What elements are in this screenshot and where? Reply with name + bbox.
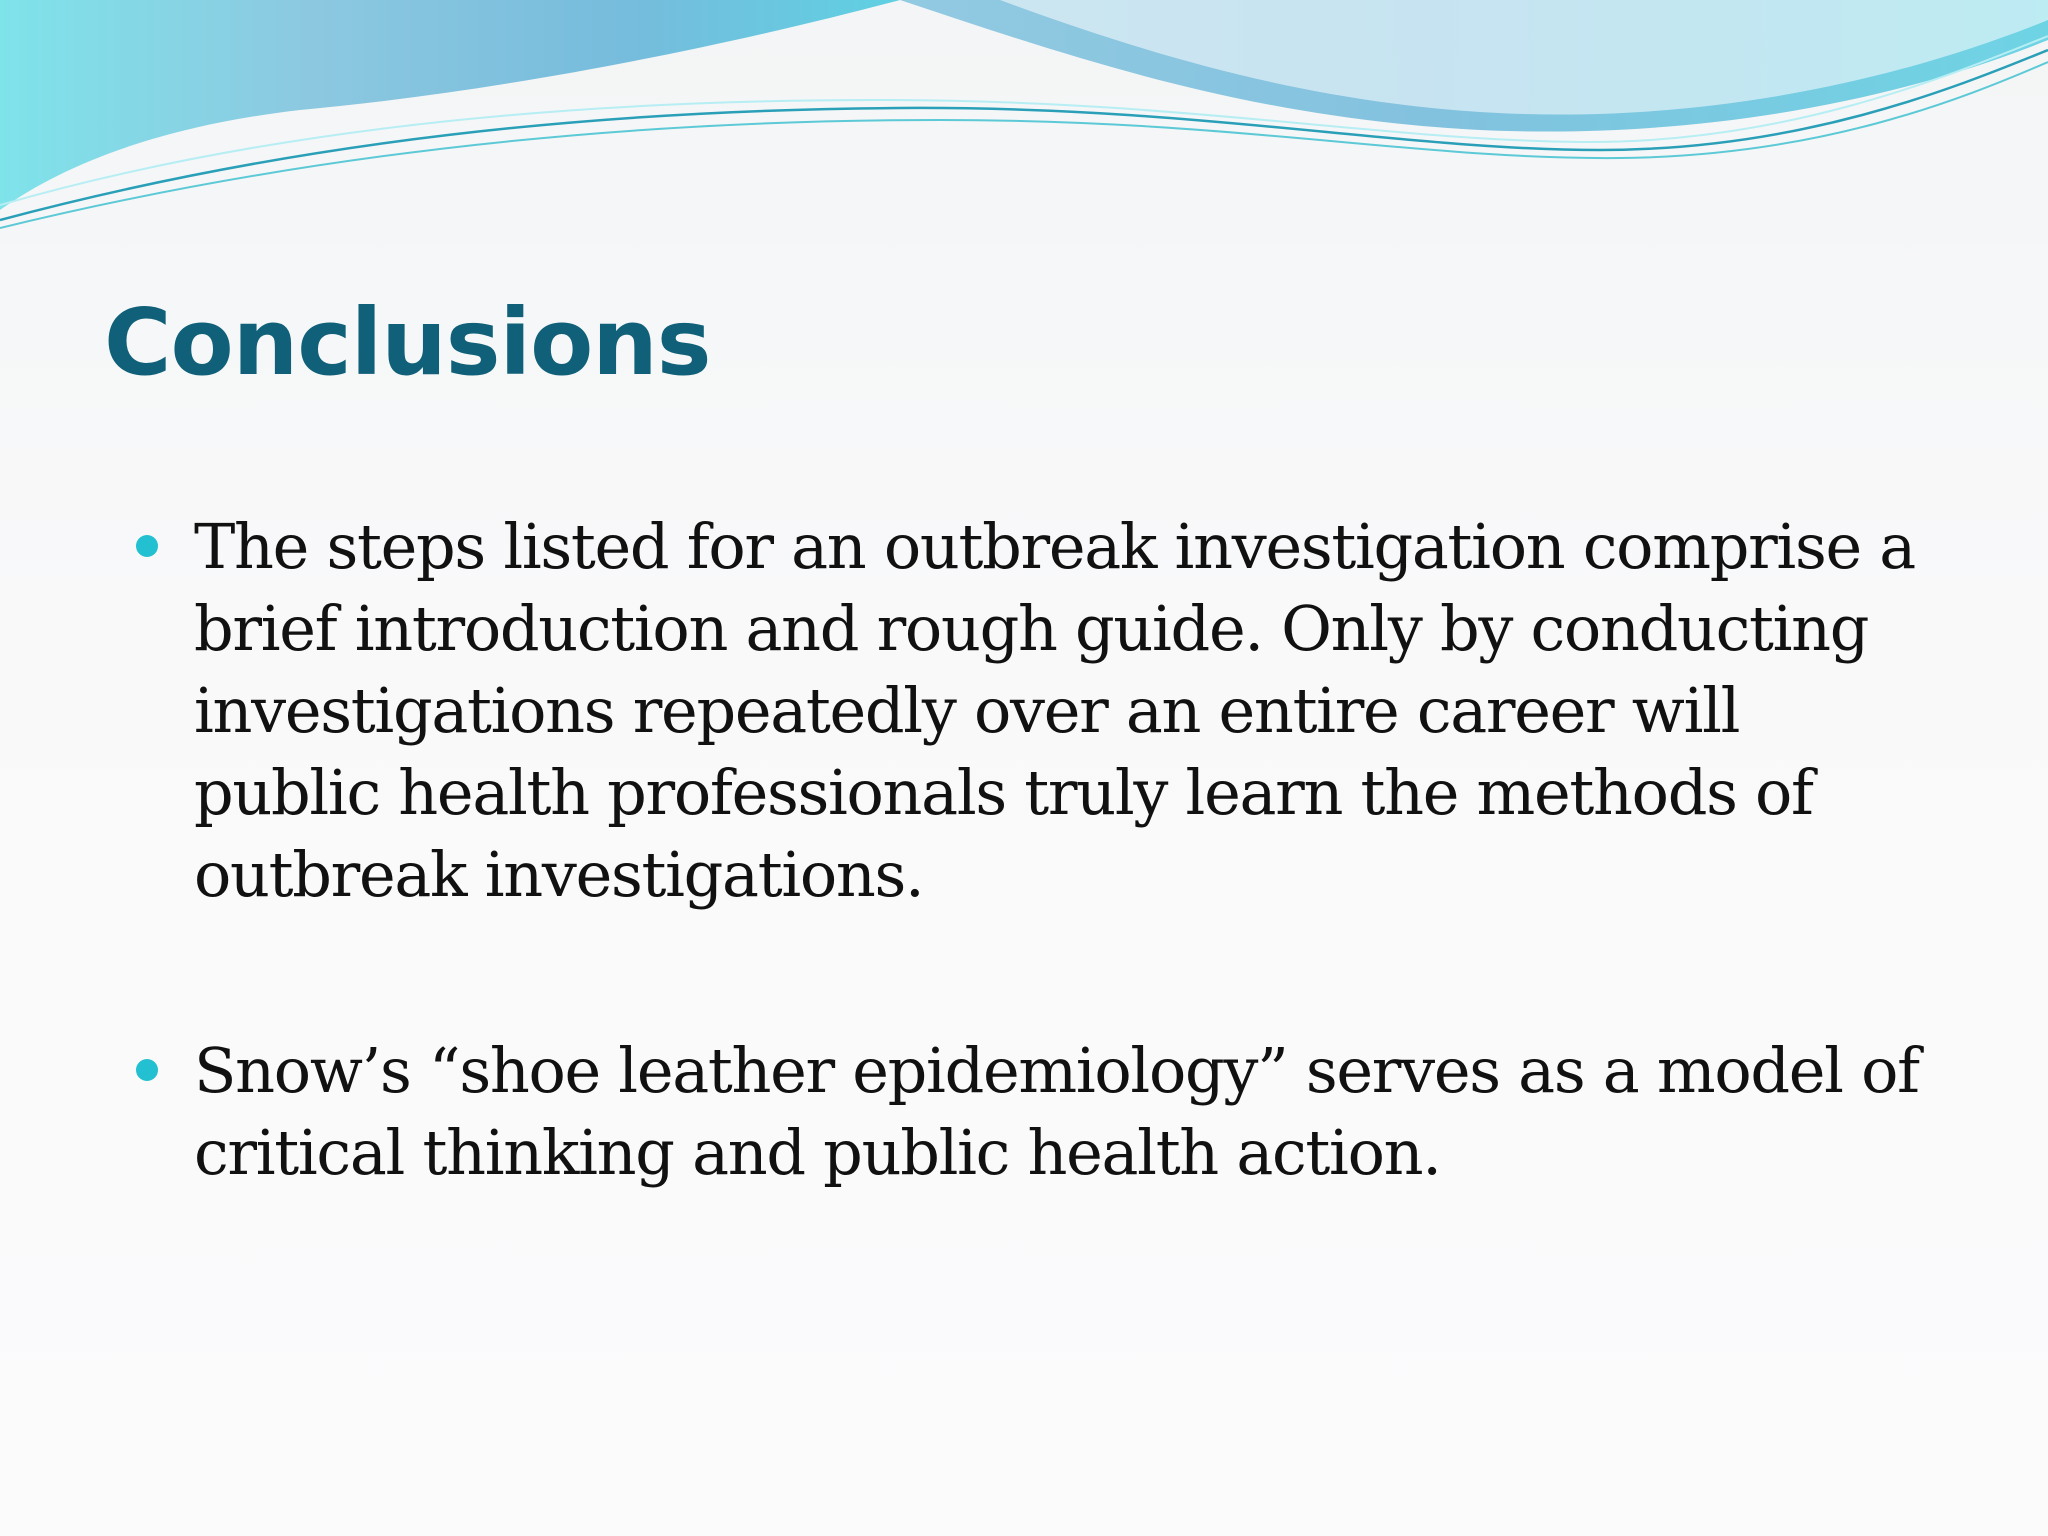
bullet-list [136, 506, 1926, 1194]
bullet-text: The steps listed for an outbreak investigation comprise a brief introduction and rough guide. Only by conducting investigations repeatedly over an entire career will public health professionals truly learn the methods of outbreak investigations. [194, 510, 1915, 911]
slide-title: Conclusions [104, 289, 711, 396]
bullet-text: Snow’s “shoe leather epidemiology” serves as a model of critical thinking and public health action. [194, 1034, 1919, 1189]
header-wave-decoration [0, 0, 2048, 260]
bullet-dot-icon [136, 535, 158, 557]
bullet-item [136, 506, 1926, 916]
bullet-dot-icon [136, 1059, 158, 1081]
bullet-item [136, 1030, 1926, 1194]
